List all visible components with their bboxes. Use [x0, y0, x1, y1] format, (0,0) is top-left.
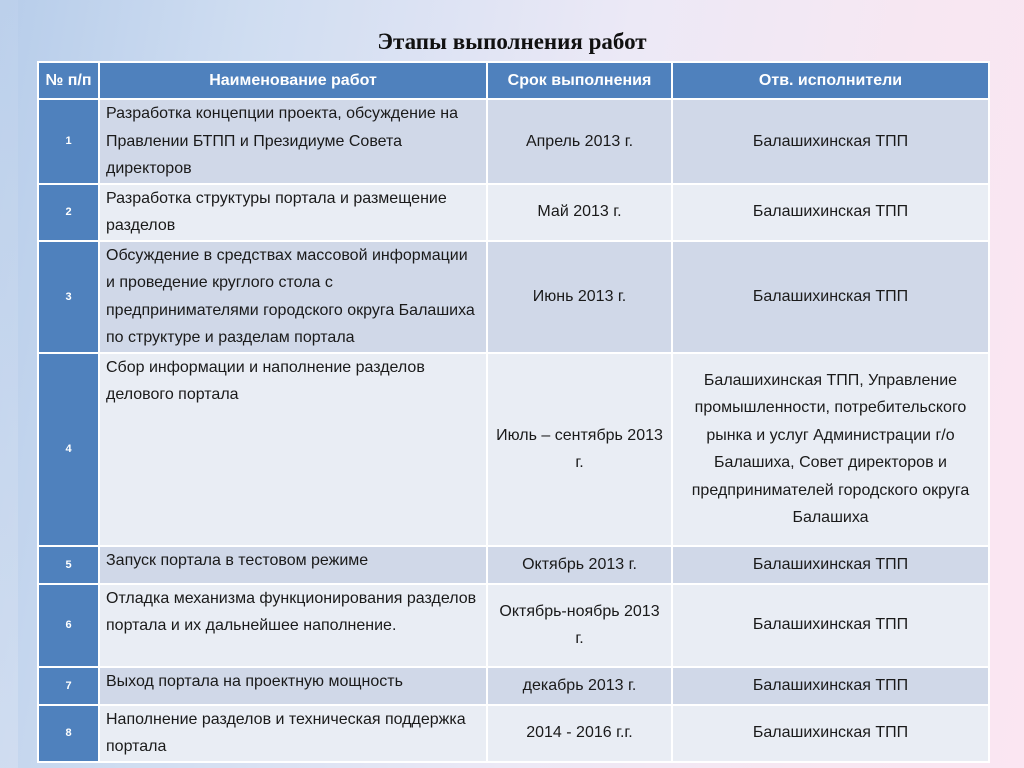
row-name: Сбор информации и наполнение разделов делового портала: [99, 353, 487, 546]
row-executor: Балашихинская ТПП: [672, 184, 989, 241]
row-executor: Балашихинская ТПП: [672, 667, 989, 705]
row-date: 2014 - 2016 г.г.: [487, 705, 672, 762]
row-name: Запуск портала в тестовом режиме: [99, 546, 487, 584]
row-date: Октябрь-ноябрь 2013 г.: [487, 584, 672, 667]
table-row: [38, 353, 989, 546]
row-num: 5: [38, 546, 99, 584]
row-name: Наполнение разделов и техническая поддержка портала: [99, 705, 487, 762]
row-name: Выход портала на проектную мощность: [99, 667, 487, 705]
row-num: 4: [38, 353, 99, 546]
row-date: Июнь 2013 г.: [487, 241, 672, 353]
row-date: Октябрь 2013 г.: [487, 546, 672, 584]
slide-left-band: [0, 0, 18, 768]
row-date: Июль – сентябрь 2013 г.: [487, 353, 672, 546]
table-header-row: [38, 62, 989, 99]
header-executor: Отв. исполнители: [672, 62, 989, 99]
row-num: 6: [38, 584, 99, 667]
row-date: декабрь 2013 г.: [487, 667, 672, 705]
row-executor: Балашихинская ТПП: [672, 584, 989, 667]
table-row: [38, 241, 989, 353]
stages-table: [37, 61, 990, 763]
row-num: 3: [38, 241, 99, 353]
row-executor: Балашихинская ТПП: [672, 99, 989, 184]
row-num: 8: [38, 705, 99, 762]
row-name: Разработка концепции проекта, обсуждение на Правлении БТПП и Президиуме Совета директоров: [99, 99, 487, 184]
row-name: Обсуждение в средствах массовой информации и проведение круглого стола с предпринимателями городского округа Балашиха по структуре и разделам портала: [99, 241, 487, 353]
row-name: Отладка механизма функционирования разделов портала и их дальнейшее наполнение.: [99, 584, 487, 667]
table-row: [38, 705, 989, 762]
row-name: Разработка структуры портала и размещение разделов: [99, 184, 487, 241]
page-title: Этапы выполнения работ: [377, 29, 647, 54]
header-date: Срок выполнения: [487, 62, 672, 99]
table-row: [38, 667, 989, 705]
header-name: Наименование работ: [99, 62, 487, 99]
row-executor: Балашихинская ТПП, Управление промышленности, потребительского рынка и услуг Администрации г/о Балашиха, Совет директоров и предпринимателей городского округа Балашиха: [672, 353, 989, 546]
row-date: Май 2013 г.: [487, 184, 672, 241]
row-num: 1: [38, 99, 99, 184]
row-num: 7: [38, 667, 99, 705]
row-executor: Балашихинская ТПП: [672, 241, 989, 353]
header-num: № п/п: [38, 62, 99, 99]
row-executor: Балашихинская ТПП: [672, 546, 989, 584]
row-date: Апрель 2013 г.: [487, 99, 672, 184]
table-row: [38, 99, 989, 184]
row-num: 2: [38, 184, 99, 241]
table-row: [38, 184, 989, 241]
row-executor: Балашихинская ТПП: [672, 705, 989, 762]
table-row: [38, 584, 989, 667]
table-row: [38, 546, 989, 584]
